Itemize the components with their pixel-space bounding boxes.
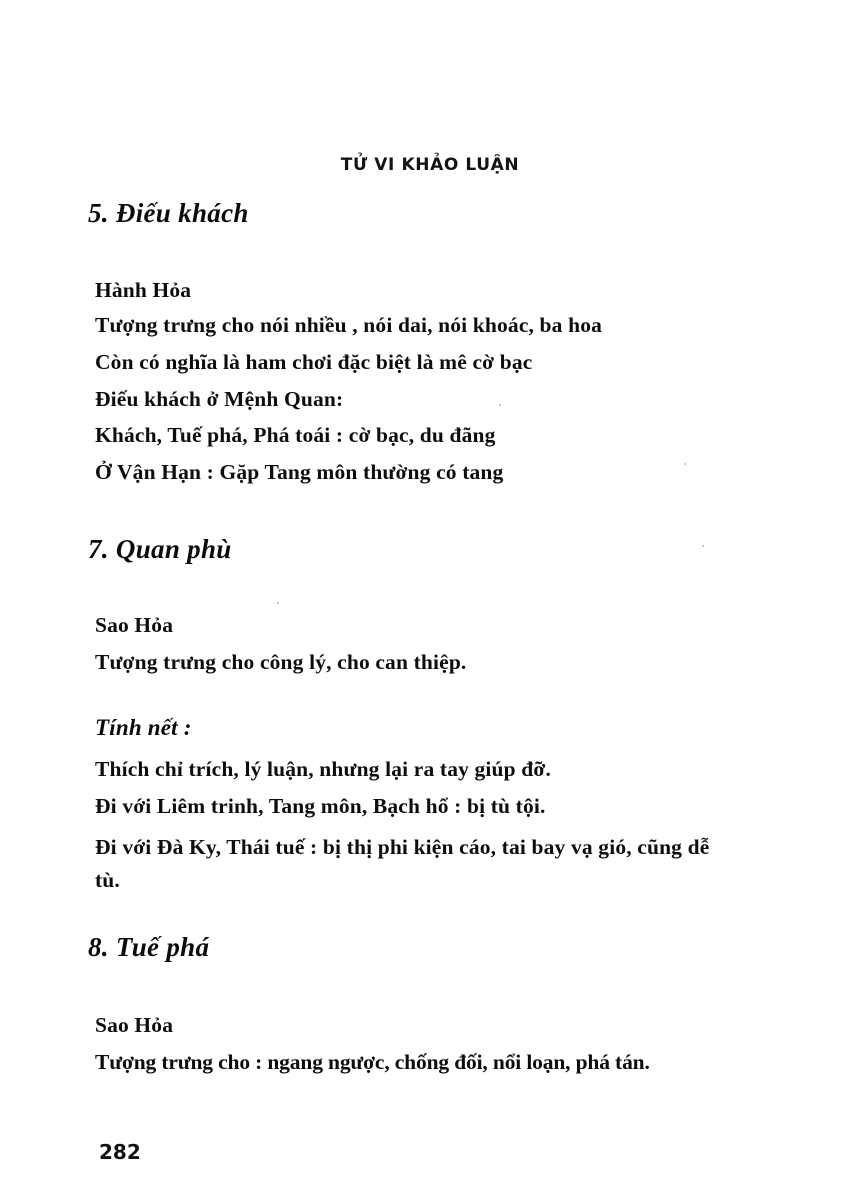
body-line: Điếu khách ở Mệnh Quan: [95,387,344,411]
scan-speck [684,463,686,465]
body-line: Tượng trưng cho công lý, cho can thiệp. [95,650,467,674]
body-line: Khách, Tuế phá, Phá toái : cờ bạc, du đãng [95,423,496,447]
body-line: Đi với Liêm trinh, Tang môn, Bạch hổ : bị tù tội. [95,794,546,818]
scan-speck [702,545,704,547]
body-line: Sao Hỏa [95,1013,174,1037]
subsection-heading-tinh-net: Tính nết : [95,715,192,740]
body-line: Sao Hỏa [95,613,174,637]
scan-speck [277,602,279,604]
page-number: 282 [99,1140,141,1164]
running-head: TỬ VI KHẢO LUẬN [340,155,520,175]
body-line: Thích chỉ trích, lý luận, nhưng lại ra tay giúp đỡ. [95,757,551,781]
body-line: Tượng trưng cho : ngang ngược, chống đối, nổi loạn, phá tán. [95,1050,650,1074]
section-heading-quan-phu: 7. Quan phù [88,534,232,564]
section-heading-dieu-khach: 5. Điếu khách [88,198,249,228]
body-line: Đi với Đà Ky, Thái tuế : bị thị phi kiện cáo, tai bay vạ gió, cũng dễ tù. [95,835,710,892]
body-line: Hành Hỏa [95,278,192,302]
body-line: Ở Vận Hạn : Gặp Tang môn thường có tang [95,460,504,484]
body-line: Còn có nghĩa là ham chơi đặc biệt là mê cờ bạc [95,350,533,374]
section-heading-tue-pha: 8. Tuế phá [88,932,210,962]
scan-speck [499,404,501,406]
body-line: Tượng trưng cho nói nhiều , nói dai, nói khoác, ba hoa [95,313,602,337]
